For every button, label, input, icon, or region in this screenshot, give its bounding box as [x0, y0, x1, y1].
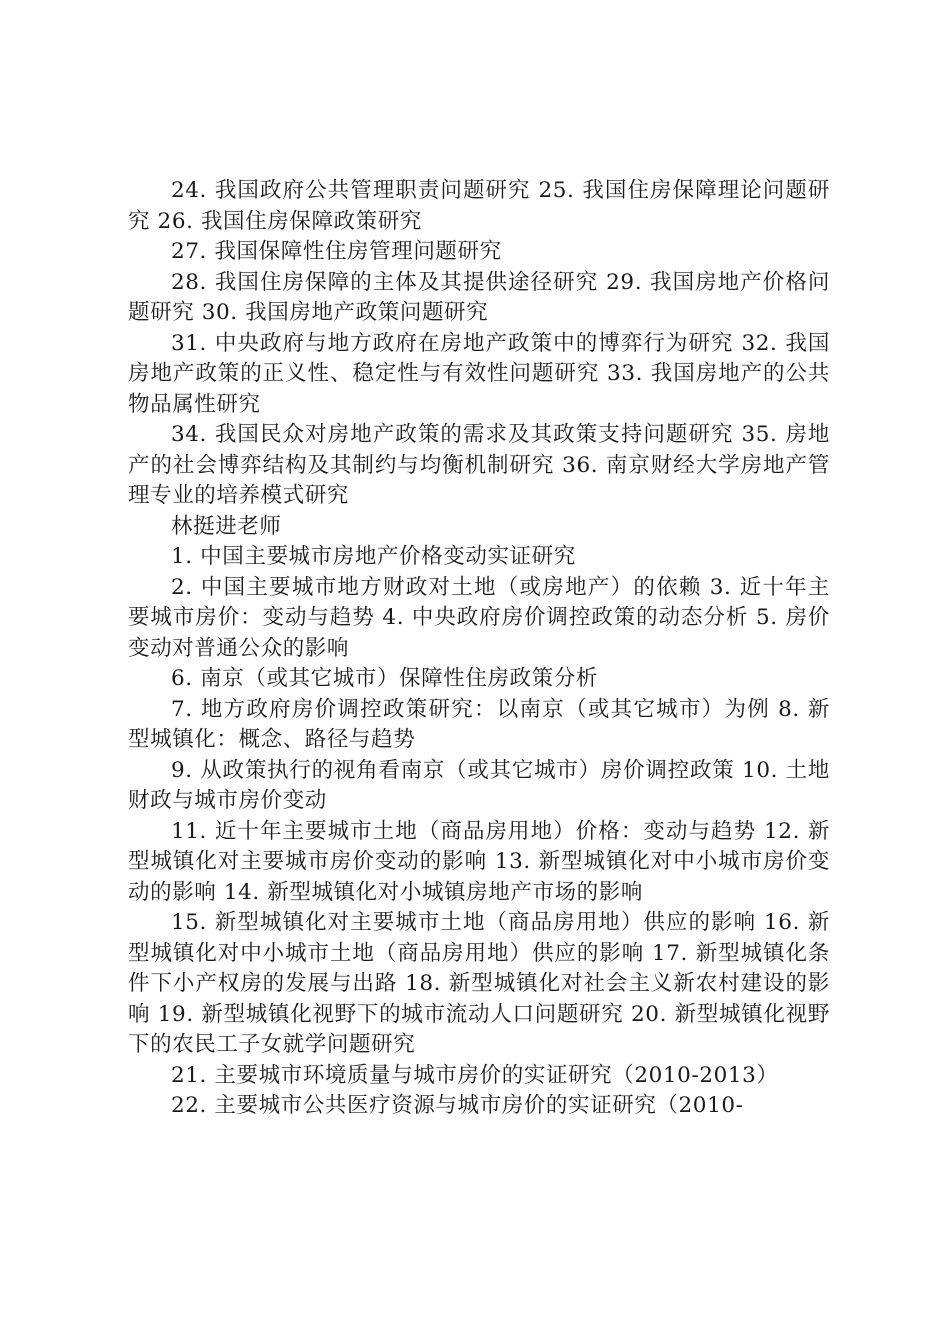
paragraph: 28. 我国住房保障的主体及其提供途径研究 29. 我国房地产价格问题研究 30. 我国房地产政策问题研究 [128, 269, 830, 325]
paragraph: 34. 我国民众对房地产政策的需求及其政策支持问题研究 35. 房地产的社会博弈结构及其制约与均衡机制研究 36. 南京财经大学房地产管理专业的培养模式研究 [128, 422, 830, 508]
teacher-name: 林挺进老师 [171, 513, 282, 539]
paragraph: 6. 南京（或其它城市）保障性住房政策分析 [171, 666, 598, 691]
paragraph: 15. 新型城镇化对主要城市土地（商品房用地）供应的影响 16. 新型城镇化对中小城市土地（商品房用地）供应的影响 17. 新型城镇化条件下小产权房的发展与出路 18. 新型城镇化对社会主义新农村建设的影响 19. 新型城镇化视野下的城市流动人口问题研究 20. 新型城镇化视野下的农民工子女就学问题研究 [128, 910, 830, 1057]
paragraph: 27. 我国保障性住房管理问题研究 [171, 239, 502, 264]
paragraph: 21. 主要城市环境质量与城市房价的实证研究（2010-2013） [171, 1062, 779, 1088]
paragraph: 7. 地方政府房价调控政策研究：以南京（或其它城市）为例 8. 新型城镇化：概念、路径与趋势 [128, 696, 830, 752]
paragraph: 1. 中国主要城市房地产价格变动实证研究 [171, 544, 576, 569]
paragraph: 31. 中央政府与地方政府在房地产政策中的博弈行为研究 32. 我国房地产政策的正义性、稳定性与有效性问题研究 33. 我国房地产的公共物品属性研究 [128, 330, 830, 417]
paragraph: 11. 近十年主要城市土地（商品房用地）价格：变动与趋势 12. 新型城镇化对主要城市房价变动的影响 13. 新型城镇化对中小城市房价变动的影响 14. 新型城镇化对小城镇房地产市场的影响 [128, 818, 830, 905]
paragraph: 22. 主要城市公共医疗资源与城市房价的实证研究（2010- [171, 1093, 744, 1118]
paragraph: 2. 中国主要城市地方财政对土地（或房地产）的依赖 3. 近十年主要城市房价：变动与趋势 4. 中央政府房价调控政策的动态分析 5. 房价变动对普通公众的影响 [128, 574, 830, 661]
paragraph: 24. 我国政府公共管理职责问题研究 25. 我国住房保障理论问题研究 26. 我国住房保障政策研究 [128, 178, 830, 234]
document-body [128, 176, 830, 1122]
paragraph: 9. 从政策执行的视角看南京（或其它城市）房价调控政策 10. 土地财政与城市房价变动 [128, 757, 830, 813]
